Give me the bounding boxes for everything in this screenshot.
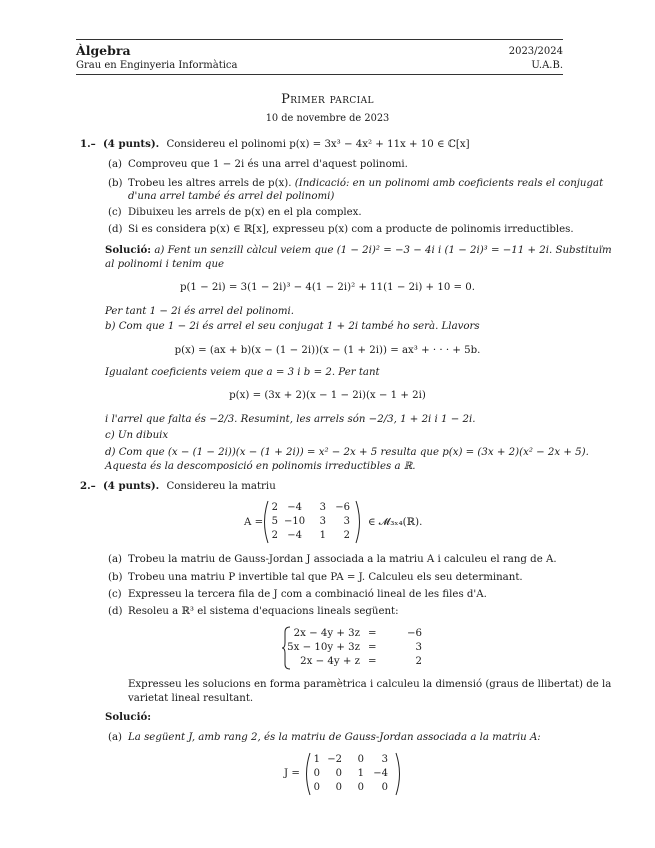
- q1-solution-a1-text: a) Fent un senzill càlcul veiem que (1 − 2i)² = −3 − 4i i (1 − 2i)³ = −11 + 2i. Substituïm: [154, 245, 612, 256]
- q1-item-b-text: Trobeu les altres arrels de p(x).: [128, 178, 292, 189]
- system-equals: =: [368, 628, 377, 639]
- q1-solution-a1: [105, 244, 612, 257]
- q1-item-a-label: (a): [108, 159, 123, 170]
- matrix-a-suffix: ∈ 𝓜₃ₓ₄(ℝ).: [368, 517, 423, 528]
- matrix-j-cell: 0: [357, 754, 364, 765]
- q1-item-a-text: Comproveu que 1 − 2i és una arrel d'aquest polinomi.: [128, 159, 408, 170]
- system-lhs: 5x − 10y + 3z: [287, 642, 360, 653]
- matrix-a-cell: 3: [319, 502, 326, 513]
- q1-item-c-label: (c): [108, 207, 122, 218]
- matrix-a-cell: 2: [271, 530, 278, 541]
- matrix-a-cell: 2: [343, 530, 350, 541]
- q1-solution-c: c) Un dibuix: [105, 430, 169, 441]
- matrix-j-cell: 0: [335, 782, 342, 793]
- q2-item-d-label: (d): [108, 606, 123, 617]
- q1-solution-a3: Per tant 1 − 2i és arrel del polinomi.: [105, 306, 294, 317]
- matrix-j-cell: −2: [327, 754, 342, 765]
- header-top-rule: [76, 39, 563, 40]
- matrix-a-cell: −10: [284, 516, 306, 527]
- matrix-j-cell: 0: [357, 782, 364, 793]
- q1-equation-3: p(x) = (3x + 2)(x − 1 − 2i)(x − 1 + 2i): [229, 390, 426, 401]
- matrix-a-cell: −4: [287, 502, 302, 513]
- q1-equation-1: p(1 − 2i) = 3(1 − 2i)³ − 4(1 − 2i)² + 11(1 − 2i) + 10 = 0.: [179, 282, 476, 293]
- q2-item-a-text: Trobeu la matriu de Gauss-Jordan J associada a la matriu A i calculeu el rang de A.: [128, 554, 557, 565]
- q1-equation-2: p(x) = (ax + b)(x − (1 − 2i))(x − (1 + 2i)) = ax³ + · · · + 5b.: [174, 345, 481, 356]
- q1-statement: Considereu el polinomi p(x) = 3x³ − 4x² + 11x + 10 ∈ ℂ[x]: [166, 139, 470, 150]
- matrix-a-cell: 5: [271, 516, 278, 527]
- q1-item-b-hint-cont: d'una arrel també és arrel del polinomi): [128, 191, 335, 202]
- q1-item-b-label: (b): [108, 178, 123, 189]
- q2-after-2: varietat lineal resultant.: [128, 693, 254, 704]
- q2-number: 2.–: [80, 480, 96, 492]
- matrix-a-cell: 3: [319, 516, 326, 527]
- q1-item-b-hint: (Indicació: en un polinomi amb coeficients reals el conjugat: [294, 178, 604, 189]
- q2-statement: Considereu la matriu: [166, 481, 276, 492]
- matrix-j-cell: −4: [373, 768, 388, 779]
- q1-solution-d1: d) Com que (x − (1 − 2i))(x − (1 + 2i)) = x² − 2x + 5 resulta que p(x) = (3x + 2)(x² − 2x + 5).: [105, 447, 589, 458]
- matrix-j-cell: 1: [313, 754, 320, 765]
- matrix-a-name: A =: [244, 517, 264, 528]
- q1-number: 1.–: [80, 138, 96, 150]
- university: U.A.B.: [531, 60, 563, 71]
- q2-solution-label: Solució:: [105, 711, 152, 723]
- q1-header: [80, 138, 470, 151]
- matrix-j-cell: 0: [335, 768, 342, 779]
- matrix-a: [262, 500, 362, 544]
- q1-item-b: [128, 177, 603, 190]
- matrix-a-cell: −6: [335, 502, 350, 513]
- q1-item-d-label: (d): [108, 224, 123, 235]
- system-lhs: 2x − 4y + z: [300, 656, 360, 667]
- matrix-j-cell: 0: [313, 782, 320, 793]
- q2-solution-a-text: La següent J, amb rang 2, és la matriu de Gauss-Jordan associada a la matriu A:: [128, 732, 541, 743]
- system-rhs: 2: [415, 656, 422, 667]
- q2-item-d-text: Resoleu a ℝ³ el sistema d'equacions lineals següent:: [128, 606, 399, 617]
- system-lhs: 2x − 4y + 3z: [293, 628, 360, 639]
- exam-date: 10 de novembre de 2023: [265, 113, 390, 124]
- academic-year: 2023/2024: [508, 46, 563, 57]
- q2-after-1: Expresseu les solucions en forma paramètrica i calculeu la dimensió (graus de llibertat) de la: [128, 679, 612, 690]
- matrix-j-cell: 0: [313, 768, 320, 779]
- header-bottom-rule: [76, 74, 563, 75]
- q2-points: (4 punts).: [102, 480, 160, 492]
- q1-solution-b2: Igualant coeficients veiem que a = 3 i b = 2. Per tant: [105, 367, 380, 378]
- matrix-a-cell: −4: [287, 530, 302, 541]
- q1-points: (4 punts).: [102, 138, 160, 150]
- q2-item-b-text: Trobeu una matriu P invertible tal que PA = J. Calculeu els seu determinant.: [128, 572, 523, 583]
- course-title: Àlgebra: [76, 43, 131, 58]
- matrix-j-cell: 1: [357, 768, 364, 779]
- matrix-j: [304, 752, 402, 796]
- q2-item-a-label: (a): [108, 554, 123, 565]
- system-equals: =: [368, 656, 377, 667]
- system-equals: =: [368, 642, 377, 653]
- matrix-a-cell: 2: [271, 502, 278, 513]
- equation-system: [282, 626, 422, 670]
- q1-solution-b1: b) Com que 1 − 2i és arrel el seu conjugat 1 + 2i també ho serà. Llavors: [105, 321, 480, 332]
- q1-solution-label: Solució:: [105, 244, 152, 256]
- q2-item-b-label: (b): [108, 572, 123, 583]
- q1-item-d-text: Si es considera p(x) ∈ ℝ[x], expresseu p(x) com a producte de polinomis irreductibles.: [128, 224, 574, 235]
- exam-title: Primer parcial: [281, 92, 374, 107]
- q2-item-c-text: Expresseu la tercera fila de J com a combinació lineal de les files d'A.: [128, 589, 487, 600]
- q1-solution-a2: al polinomi i tenim que: [105, 259, 225, 270]
- q2-item-c-label: (c): [108, 589, 122, 600]
- q1-solution-d2: Aquesta és la descomposició en polinomis irreductibles a ℝ.: [105, 461, 416, 472]
- matrix-j-cell: 3: [381, 754, 388, 765]
- q1-solution-b3: i l'arrel que falta és −2/3. Resumint, les arrels són −2/3, 1 + 2i i 1 − 2i.: [105, 414, 476, 425]
- q2-solution-a-label: (a): [108, 732, 123, 743]
- q1-item-c-text: Dibuixeu les arrels de p(x) en el pla complex.: [128, 207, 362, 218]
- matrix-j-name: J =: [284, 768, 300, 779]
- matrix-a-cell: 1: [319, 530, 326, 541]
- q2-header: [80, 480, 276, 493]
- matrix-a-cell: 3: [343, 516, 350, 527]
- system-rhs: −6: [406, 628, 422, 639]
- course-subtitle: Grau en Enginyeria Informàtica: [76, 60, 238, 71]
- system-rhs: 3: [415, 642, 422, 653]
- matrix-j-cell: 0: [381, 782, 388, 793]
